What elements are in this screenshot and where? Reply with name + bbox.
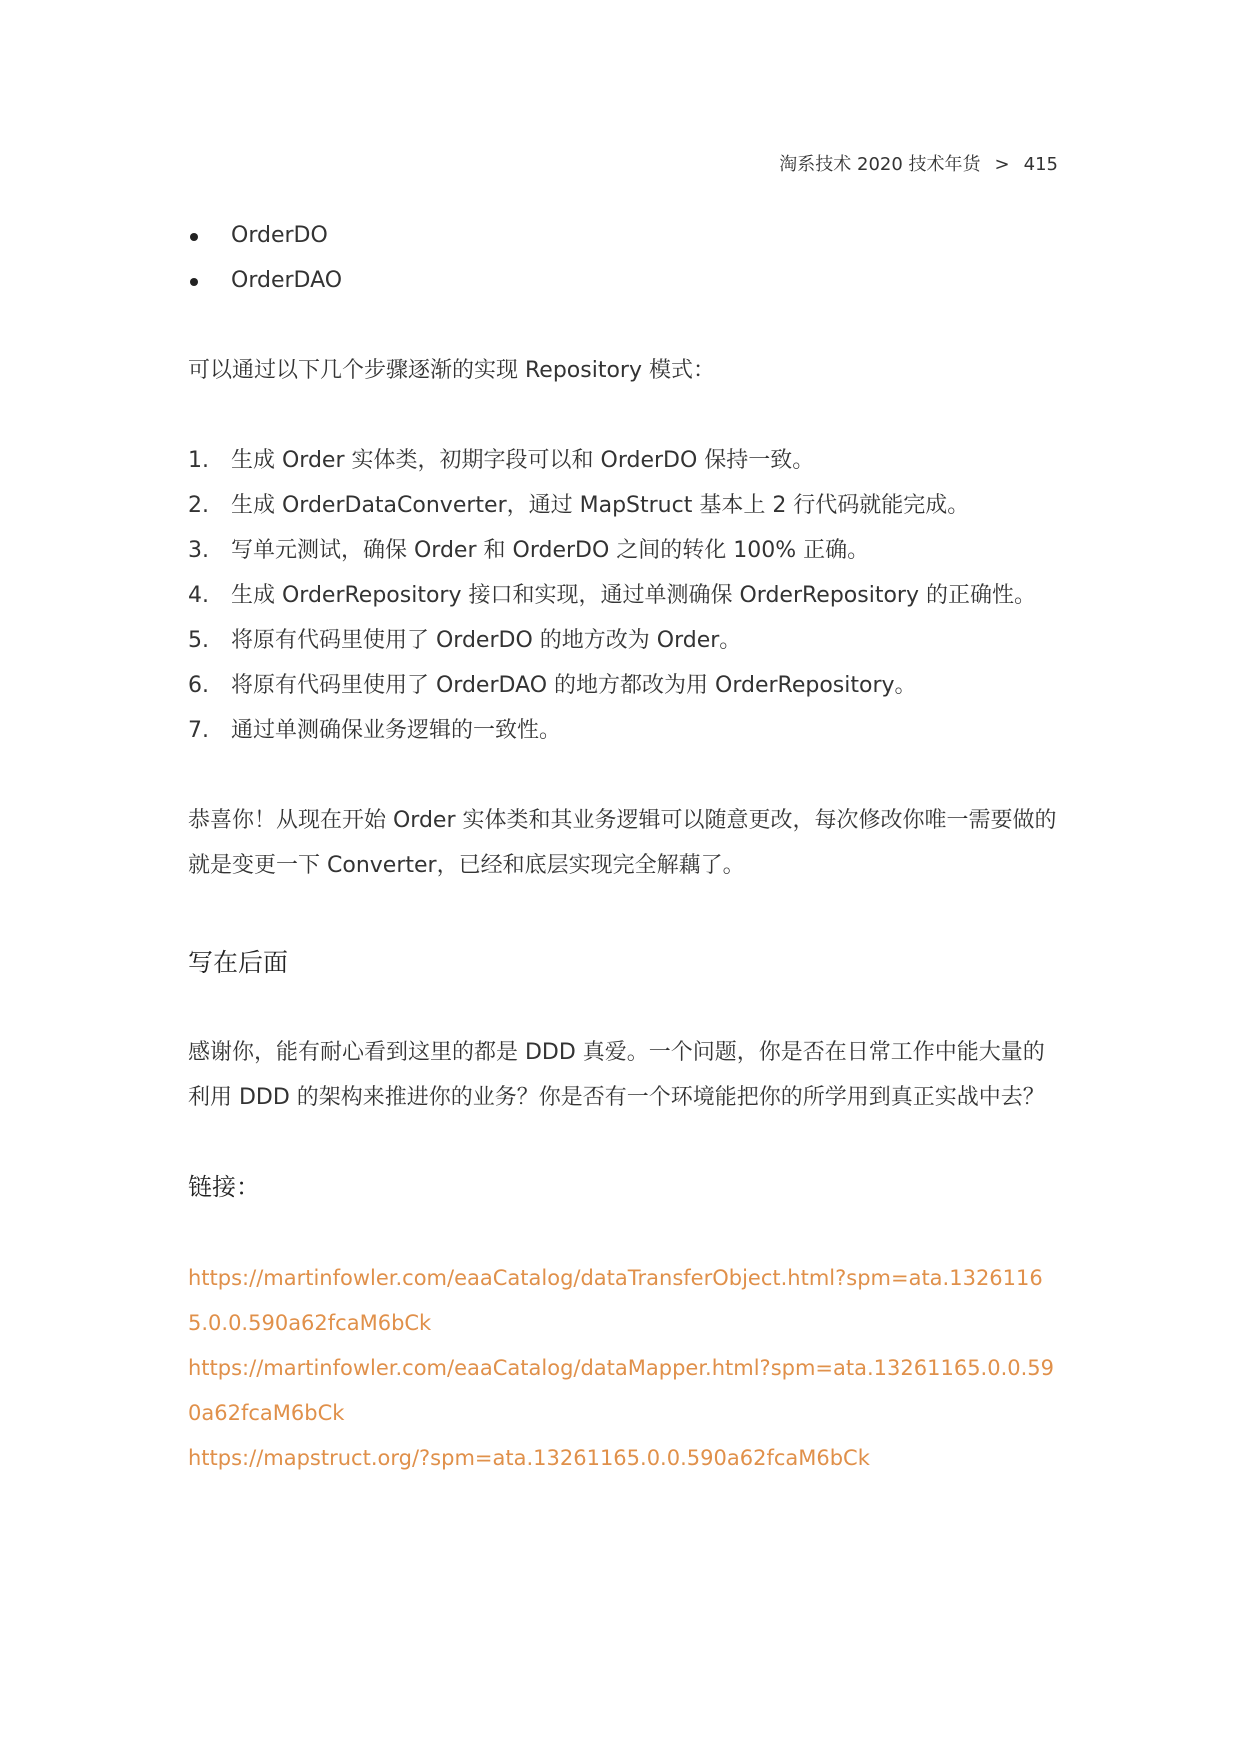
- step-text: 通过单测确保业务逻辑的一致性。: [231, 718, 562, 743]
- step-text: 将原有代码里使用了 OrderDO 的地方改为 Order。: [231, 628, 742, 653]
- page-number: 415: [1023, 154, 1058, 175]
- intro-paragraph: 可以通过以下几个步骤逐渐的实现 Repository 模式：: [188, 358, 715, 383]
- steps-list: [188, 438, 1058, 753]
- step-number: 3.: [188, 538, 209, 563]
- step-item: [188, 618, 1058, 663]
- bullet-text: OrderDO: [231, 223, 328, 248]
- step-item: [188, 663, 1058, 708]
- step-item: [188, 708, 1058, 753]
- links-title: 链接：: [188, 1173, 260, 1201]
- step-item: [188, 483, 1058, 528]
- list-item: [188, 258, 1058, 303]
- step-item: [188, 528, 1058, 573]
- links-list: [188, 1256, 1058, 1481]
- congrats-paragraph: 恭喜你！从现在开始 Order 实体类和其业务逻辑可以随意更改，每次修改你唯一需要做的就是变更一下 Converter，已经和底层实现完全解藕了。: [188, 808, 1057, 878]
- step-text: 生成 OrderDataConverter，通过 MapStruct 基本上 2 行代码就能完成。: [231, 493, 970, 518]
- bullet-list: [188, 213, 1058, 303]
- bullet-dot-icon: [190, 278, 198, 286]
- main-content: [188, 213, 1058, 1481]
- step-number: 5.: [188, 628, 209, 653]
- step-text: 将原有代码里使用了 OrderDAO 的地方都改为用 OrderRepository。: [231, 673, 917, 698]
- step-text: 生成 Order 实体类，初期字段可以和 OrderDO 保持一致。: [231, 448, 815, 473]
- header-title: 淘系技术 2020 技术年货: [779, 154, 981, 175]
- reference-link[interactable]: https://mapstruct.org/?spm=ata.13261165.0.0.590a62fcaM6bCk: [188, 1446, 870, 1470]
- header-separator: >: [994, 154, 1010, 175]
- thanks-paragraph: 感谢你，能有耐心看到这里的都是 DDD 真爱。一个问题，你是否在日常工作中能大量的利用 DDD 的架构来推进你的业务？你是否有一个环境能把你的所学用到真正实战中去？: [188, 1040, 1045, 1110]
- step-number: 2.: [188, 493, 209, 518]
- step-number: 1.: [188, 448, 209, 473]
- step-text: 写单元测试，确保 Order 和 OrderDO 之间的转化 100% 正确。: [231, 538, 870, 563]
- step-number: 6.: [188, 673, 209, 698]
- reference-link[interactable]: https://martinfowler.com/eaaCatalog/dataTransferObject.html?spm=ata.13261165.0.0.590a62fcaM6bCk: [188, 1266, 1043, 1335]
- running-header: [779, 150, 1058, 176]
- list-item: [188, 213, 1058, 258]
- section-title: 写在后面: [188, 948, 289, 977]
- bullet-dot-icon: [190, 233, 198, 241]
- step-number: 4.: [188, 583, 209, 608]
- step-item: [188, 438, 1058, 483]
- reference-link[interactable]: https://martinfowler.com/eaaCatalog/dataMapper.html?spm=ata.13261165.0.0.590a62fcaM6bCk: [188, 1356, 1055, 1425]
- step-text: 生成 OrderRepository 接口和实现，通过单测确保 OrderRepository 的正确性。: [231, 583, 1036, 608]
- step-number: 7.: [188, 718, 209, 743]
- bullet-text: OrderDAO: [231, 268, 343, 293]
- step-item: [188, 573, 1058, 618]
